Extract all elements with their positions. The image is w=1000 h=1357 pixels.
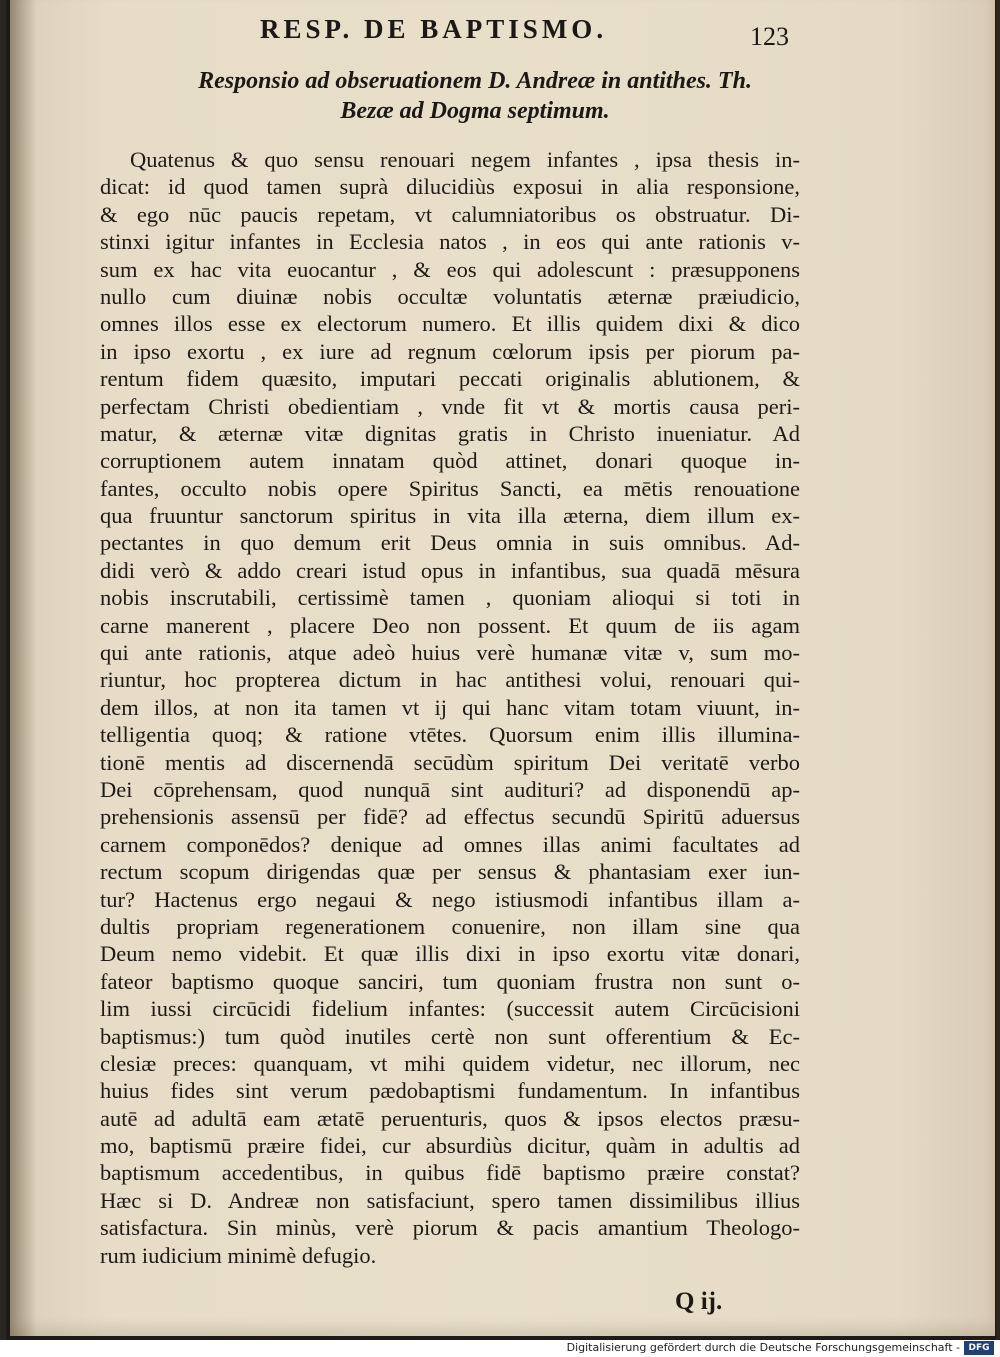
text-line: corruptionem autem innatam quòd attinet, donari quoque in- bbox=[100, 448, 800, 474]
text-line: lim iussi circūcidi fidelium infantes: (successit autem Circūcisioni bbox=[100, 996, 800, 1022]
text-line: satisfactura. Sin minùs, verè piorum & pacis amantium Theologo- bbox=[100, 1215, 800, 1241]
text-line: omnes illos esse ex electorum numero. Et illis quidem dixi & dico bbox=[100, 311, 800, 337]
signature-mark: Q ij. bbox=[675, 1288, 723, 1315]
text-line: Quatenus & quo sensu renouari negem infantes , ipsa thesis in- bbox=[130, 147, 800, 172]
text-line: qui ante rationis, atque adeò huius verè humanæ vitæ v, sum mo- bbox=[100, 640, 800, 666]
text-line: Dei cōprehensam, quod nunquā sint audituri? ad disponendū ap- bbox=[100, 776, 800, 802]
text-line: dultis propriam regenerationem conuenire, non illam sine qua bbox=[100, 913, 800, 939]
text-line: carnem componēdos? denique ad omnes illas animi facultates ad bbox=[100, 831, 800, 857]
footer-credit: Digitalisierung gefördert durch die Deutsche Forschungsgemeinschaft - bbox=[566, 1341, 960, 1354]
dfg-logo-icon: DFG bbox=[964, 1341, 994, 1355]
text-line: nobis inscrutabili, certissimè tamen , quoniam alioqui si toti in bbox=[100, 585, 800, 611]
running-head: RESP. DE BAPTISMO. bbox=[260, 14, 608, 44]
gutter-shadow bbox=[10, 0, 36, 1336]
text-line: matur, & æternæ vitæ dignitas gratis in Christo inueniatur. Ad bbox=[100, 420, 800, 446]
text-line: clesiæ preces: quanquam, vt mihi quidem videtur, nec illorum, nec bbox=[100, 1050, 800, 1076]
text-line: stinxi igitur infantes in Ecclesia natos , in eos qui ante rationis v- bbox=[100, 229, 800, 255]
text-line: huius fides sint verum pædobaptismi fundamentum. In infantibus bbox=[100, 1078, 800, 1104]
section-heading bbox=[100, 66, 850, 126]
text-line: rectum scopum dirigendas quæ per sensus & phantasiam exer iun- bbox=[100, 859, 800, 885]
body-text bbox=[100, 146, 800, 1269]
text-line: baptismum accedentibus, in quibus fidē baptismo præire constat? bbox=[100, 1160, 800, 1186]
text-line: fateor baptismo quoque sanciri, tum quoniam frustra non sunt o- bbox=[100, 968, 800, 994]
text-line: prehensionis assensū per fidē? ad effectus secundū Spiritū aduersus bbox=[100, 804, 800, 830]
text-line: telligentia quoq; & ratione vtētes. Quorsum enim illis illumina- bbox=[100, 722, 800, 748]
text-line: didi verò & addo creari istud opus in infantibus, sua quadā mēsura bbox=[100, 557, 800, 583]
text-line: dem illos, at non ita tamen vt ij qui hanc vitam totam viuunt, in- bbox=[100, 694, 800, 720]
text-line: tur? Hactenus ergo negaui & nego istiusmodi infantibus illam a- bbox=[100, 886, 800, 912]
footer-bar bbox=[0, 1340, 1000, 1357]
text-line: Deum nemo videbit. Et quæ illis dixi in ipso exortu vitæ donari, bbox=[100, 941, 800, 967]
text-line: carne manerent , placere Deo non possent. Et quum de iis agam bbox=[100, 612, 800, 638]
text-line: tionē mentis ad discernendā secūdùm spiritum Dei veritatē verbo bbox=[100, 749, 800, 775]
text-line: Hæc si D. Andreæ non satisfaciunt, spero tamen dissimilibus illius bbox=[100, 1187, 800, 1213]
text-line: autē ad adultā eam ætatē peruenturis, quos & ipsos electos præsu- bbox=[100, 1105, 800, 1131]
text-line: qua fruuntur sanctorum spiritus in vita illa æterna, diem illum ex- bbox=[100, 503, 800, 529]
text-line: sum ex hac vita euocantur , & eos qui adolescunt : præsupponens bbox=[100, 256, 800, 282]
text-line: riuntur, hoc propterea dictum in hac antithesi volui, renouari qui- bbox=[100, 667, 800, 693]
page-number: 123 bbox=[750, 22, 789, 51]
text-line: rentum fidem quæsito, imputari peccati originalis ablutionem, & bbox=[100, 366, 800, 392]
text-line: rum iudicium minimè defugio. bbox=[100, 1242, 377, 1268]
text-line: dicat: id quod tamen suprà dilucidiùs exposui in alia responsione, bbox=[100, 174, 800, 200]
text-line: in ipso exortu , ex iure ad regnum cœlorum ipsis per piorum pa- bbox=[100, 338, 800, 364]
text-line: nullo cum diuinæ nobis occultæ voluntatis æternæ præiudicio, bbox=[100, 283, 800, 309]
heading-line: Bezæ ad Dogma septimum. bbox=[340, 98, 610, 124]
heading-line: Responsio ad obseruationem D. Andreæ in antithes. Th. bbox=[198, 68, 752, 94]
text-line: fantes, occulto nobis opere Spiritus Sancti, ea mētis renouatione bbox=[100, 475, 800, 501]
scanned-page bbox=[10, 0, 995, 1336]
text-line: baptismus:) tum quòd inutiles certè non sunt offerentium & Ec- bbox=[100, 1023, 800, 1049]
text-line: perfectam Christi obedientiam , vnde fit vt & mortis causa peri- bbox=[100, 393, 800, 419]
text-line: & ego nūc paucis repetam, vt calumniatoribus os obstruatur. Di- bbox=[100, 201, 800, 227]
text-line: mo, baptismū præire fidei, cur absurdiùs dicitur, quàm in adultis ad bbox=[100, 1133, 800, 1159]
text-line: pectantes in quo demum erit Deus omnia in suis omnibus. Ad- bbox=[100, 530, 800, 556]
